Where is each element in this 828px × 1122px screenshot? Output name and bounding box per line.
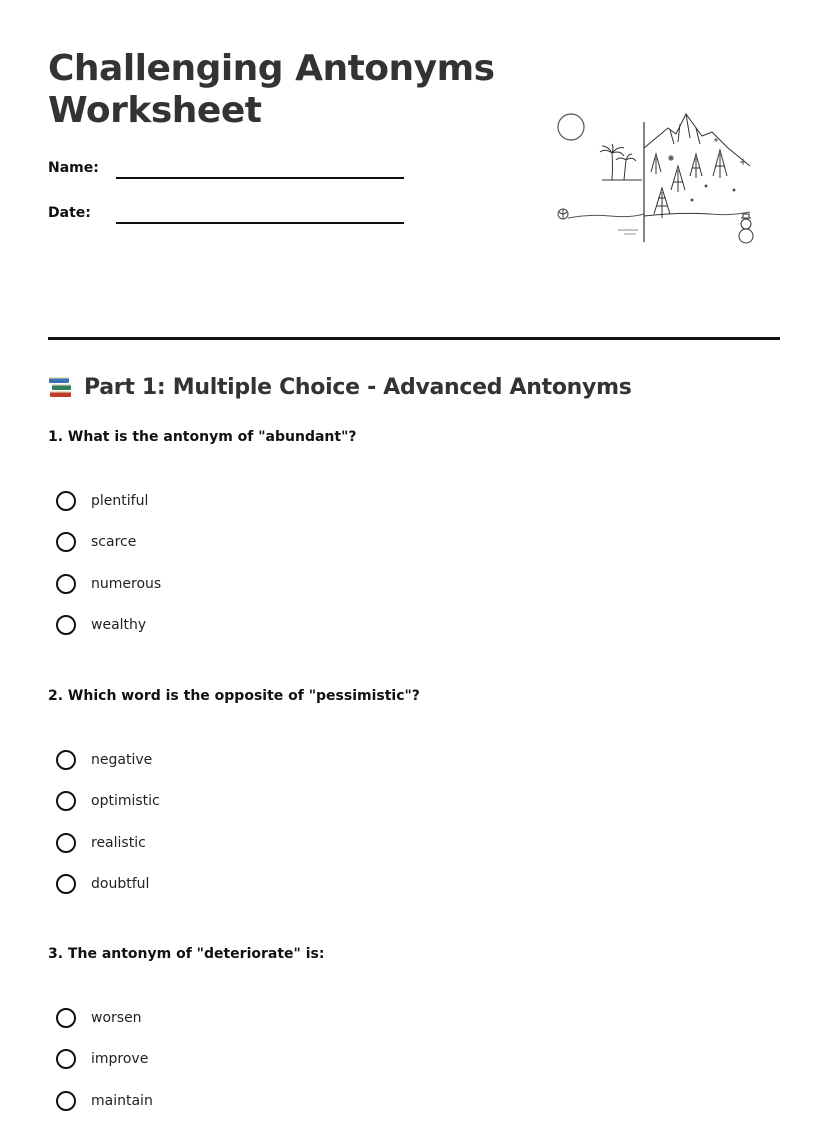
option-item[interactable]: [56, 522, 161, 564]
option-item[interactable]: [56, 563, 161, 605]
option-label: improve: [91, 1051, 149, 1068]
sun-icon: [558, 114, 584, 140]
question-text: 2. Which word is the opposite of "pessimistic"?: [48, 688, 420, 704]
snowman-icon: [739, 214, 753, 243]
radio-button[interactable]: [56, 615, 76, 635]
radio-button[interactable]: [56, 1049, 76, 1069]
snowflake-icon: [668, 138, 746, 201]
pine-tree-icon: [651, 150, 727, 218]
options-list: [56, 997, 153, 1122]
radio-button[interactable]: [56, 532, 76, 552]
option-label: realistic: [91, 834, 146, 851]
radio-button[interactable]: [56, 874, 76, 894]
date-input-line[interactable]: [116, 222, 404, 224]
seasons-illustration: [550, 108, 760, 250]
worksheet-title: Challenging Antonyms Worksheet: [48, 48, 495, 131]
option-label: worsen: [91, 1009, 142, 1026]
date-field-row: [48, 201, 408, 225]
question-3: [48, 945, 788, 1109]
radio-button[interactable]: [56, 791, 76, 811]
option-item[interactable]: [56, 864, 160, 906]
section-divider: [48, 337, 780, 340]
name-label: Name:: [48, 160, 99, 176]
books-icon: [48, 374, 74, 400]
option-item[interactable]: [56, 822, 160, 864]
option-label: numerous: [91, 575, 162, 592]
option-label: doubtful: [91, 876, 150, 893]
radio-button[interactable]: [56, 833, 76, 853]
question-2: [48, 687, 788, 893]
radio-button[interactable]: [56, 574, 76, 594]
option-item[interactable]: [56, 605, 161, 647]
beach-ball-icon: [558, 209, 568, 219]
name-field-row: [48, 156, 408, 180]
option-item[interactable]: [56, 997, 153, 1039]
options-list: [56, 480, 161, 646]
option-item[interactable]: [56, 739, 160, 781]
option-label: wealthy: [91, 617, 147, 634]
name-input-line[interactable]: [116, 177, 404, 179]
option-label: optimistic: [91, 793, 160, 810]
option-item[interactable]: [56, 1080, 153, 1122]
date-label: Date:: [48, 205, 91, 221]
mountain-icon: [644, 114, 750, 216]
option-label: negative: [91, 751, 153, 768]
option-label: maintain: [91, 1092, 153, 1109]
option-label: plentiful: [91, 492, 149, 509]
options-list: [56, 739, 160, 905]
radio-button[interactable]: [56, 1091, 76, 1111]
palm-tree-icon: [600, 144, 642, 180]
question-1: [48, 428, 788, 634]
section-title: Part 1: Multiple Choice - Advanced Antonyms: [84, 374, 632, 400]
question-text: 3. The antonym of "deteriorate" is:: [48, 946, 325, 962]
option-item[interactable]: [56, 781, 160, 823]
radio-button[interactable]: [56, 1008, 76, 1028]
question-text: 1. What is the antonym of "abundant"?: [48, 429, 357, 445]
option-item[interactable]: [56, 1039, 153, 1081]
radio-button[interactable]: [56, 491, 76, 511]
radio-button[interactable]: [56, 750, 76, 770]
option-item[interactable]: [56, 480, 161, 522]
option-label: scarce: [91, 534, 137, 551]
section-heading: [48, 374, 632, 400]
